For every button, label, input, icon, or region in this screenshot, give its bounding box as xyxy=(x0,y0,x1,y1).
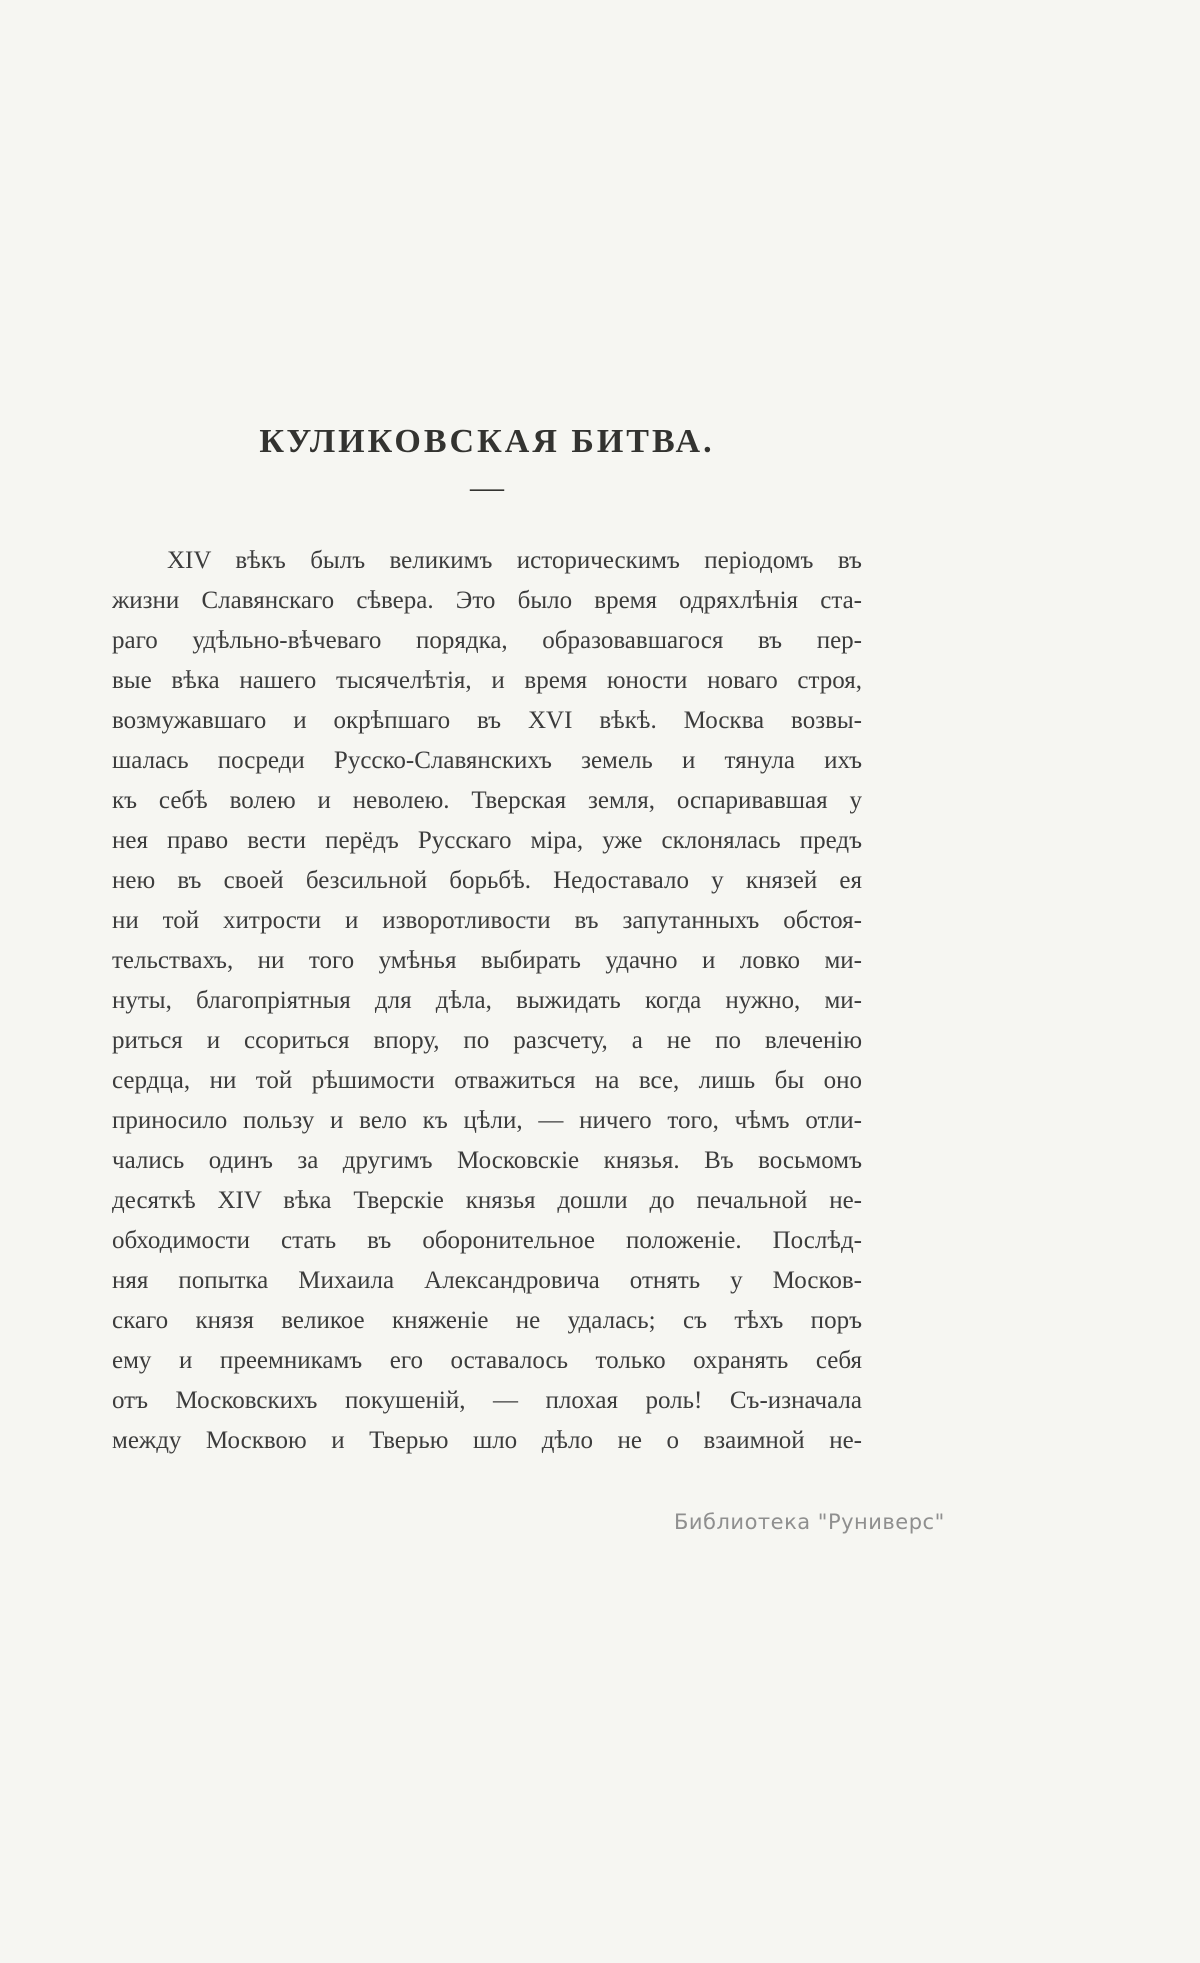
title-divider-dash: — xyxy=(470,469,504,506)
text-line: нея право вести перёдъ Русскаго міра, уже склонялась предъ xyxy=(112,827,862,854)
text-line: между Москвою и Тверью шло дѣло не о взаимной не- xyxy=(112,1427,862,1454)
text-line: шалась посреди Русско-Славянскихъ земель и тянула ихъ xyxy=(112,747,862,774)
text-line: отъ Московскихъ покушеній, — плохая роль! Съ-изначала xyxy=(112,1387,862,1414)
text-line: няя попытка Михаила Александровича отнять у Москов- xyxy=(112,1267,862,1294)
text-line: сердца, ни той рѣшимости отважиться на все, лишь бы оно xyxy=(112,1067,862,1094)
text-line: скаго князя великое княженіе не удалась; съ тѣхъ поръ xyxy=(112,1307,862,1334)
text-line: къ себѣ волею и неволею. Тверская земля, оспаривавшая у xyxy=(112,787,862,814)
text-line: чались одинъ за другимъ Московскіе князья. Въ восьмомъ xyxy=(112,1147,862,1174)
text-line: ни той хитрости и изворотливости въ запутанныхъ обстоя- xyxy=(112,907,862,934)
text-line: приносило пользу и вело къ цѣли, — ничего того, чѣмъ отли- xyxy=(112,1107,862,1134)
text-line: нуты, благопріятныя для дѣла, выжидать когда нужно, ми- xyxy=(112,987,862,1014)
page-title: КУЛИКОВСКАЯ БИТВА. xyxy=(259,423,715,460)
paragraph xyxy=(112,541,862,1461)
watermark-library-label: Библиотека "Руниверс" xyxy=(674,1510,945,1534)
text-line: нею въ своей безсильной борьбѣ. Недоставало у князей ея xyxy=(112,867,862,894)
text-line: возмужавшаго и окрѣпшаго въ XVI вѣкѣ. Москва возвы- xyxy=(112,707,862,734)
text-line: раго удѣльно-вѣчеваго порядка, образовавшагося въ пер- xyxy=(112,627,862,654)
text-line: риться и ссориться впору, по разсчету, а не по влеченію xyxy=(112,1027,862,1054)
text-line: вые вѣка нашего тысячелѣтія, и время юности новаго строя, xyxy=(112,667,862,694)
text-line: жизни Славянскаго сѣвера. Это было время одряхлѣнія ста- xyxy=(112,587,862,614)
text-line: десяткѣ XIV вѣка Тверскіе князья дошли до печальной не- xyxy=(112,1187,862,1214)
text-line: ему и преемникамъ его оставалось только охранять себя xyxy=(112,1347,862,1374)
text-line: XIV вѣкъ былъ великимъ историческимъ періодомъ въ xyxy=(167,547,862,574)
text-line: тельствахъ, ни того умѣнья выбирать удачно и ловко ми- xyxy=(112,947,862,974)
text-line: обходимости стать въ оборонительное положеніе. Послѣд- xyxy=(112,1227,862,1254)
